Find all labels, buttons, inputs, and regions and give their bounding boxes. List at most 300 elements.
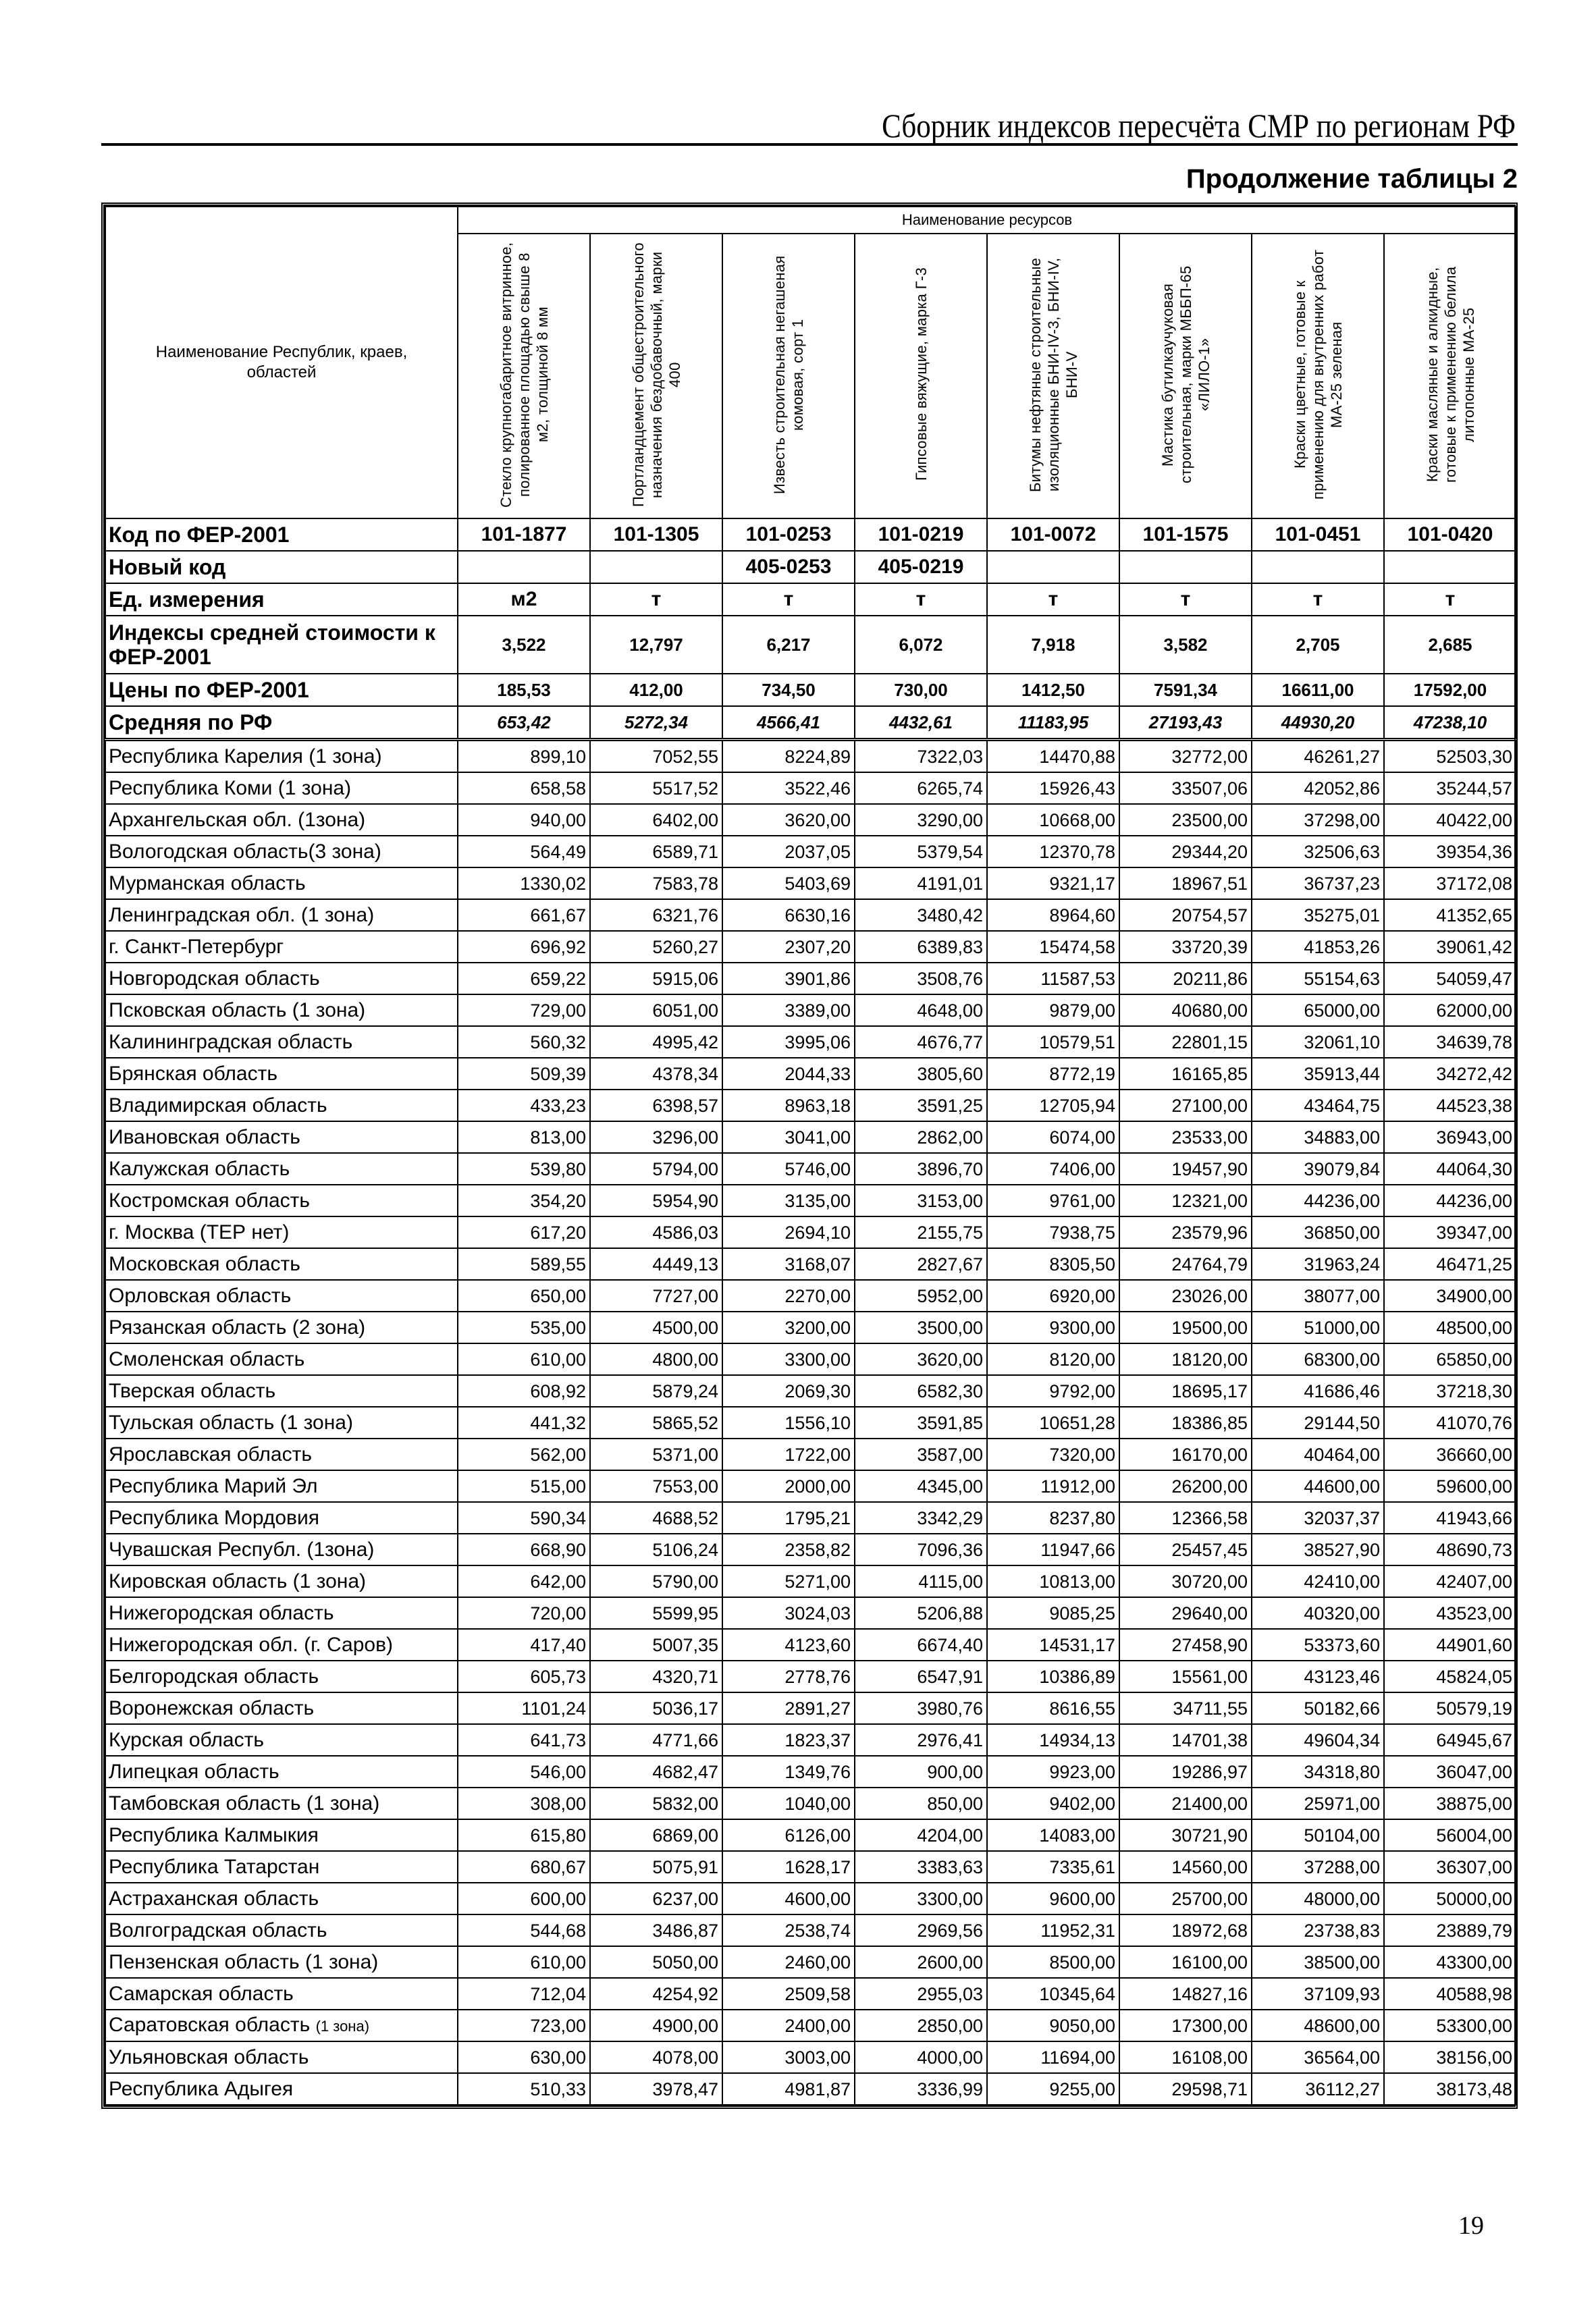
price-cell: 8772,19 [987,1058,1119,1090]
price-cell: 9761,00 [987,1185,1119,1216]
price-cell: 32772,00 [1119,740,1252,773]
price-cell: 6920,00 [987,1280,1119,1312]
price-cell: 48500,00 [1384,1312,1516,1343]
region-name-text: г. Санкт-Петербург [109,935,284,958]
price-cell: 59600,00 [1384,1470,1516,1502]
price-cell: 3024,03 [722,1597,855,1629]
price-cell: 42410,00 [1252,1565,1384,1597]
price-cell: 40588,98 [1384,1978,1516,2010]
price-cell: 18972,68 [1119,1914,1252,1946]
price-cell: 7322,03 [855,740,987,773]
price-cell: 2307,20 [722,931,855,963]
table-row [105,1470,1516,1502]
meta-cell [458,551,590,583]
price-cell: 64945,67 [1384,1724,1516,1756]
meta-cell: 44930,20 [1252,706,1384,740]
price-cell: 723,00 [458,2010,590,2041]
price-cell: 37172,08 [1384,867,1516,899]
price-cell: 6398,57 [590,1090,722,1121]
resource-column-header [1384,234,1516,518]
price-cell: 36737,23 [1252,867,1384,899]
price-cell: 6589,71 [590,836,722,867]
resource-column-header [458,234,590,518]
price-cell: 11912,00 [987,1470,1119,1502]
price-cell: 720,00 [458,1597,590,1629]
price-cell: 4078,00 [590,2041,722,2073]
price-cell: 53300,00 [1384,2010,1516,2041]
price-cell: 36047,00 [1384,1756,1516,1788]
price-cell: 3980,76 [855,1692,987,1724]
price-cell: 3901,86 [722,963,855,994]
region-name-text: Брянская область [109,1062,277,1085]
price-cell: 14827,16 [1119,1978,1252,2010]
price-cell: 44600,00 [1252,1470,1384,1502]
resource-column-header-text: Мастика бутилкаучуковая строительная, марки МББП-65 «ЛИЛО-1» [1159,265,1213,483]
price-cell: 608,92 [458,1375,590,1407]
price-cell: 41686,46 [1252,1375,1384,1407]
price-cell: 9255,00 [987,2073,1119,2105]
meta-row-label: Код по ФЕР-2001 [105,518,458,551]
price-cell: 34883,00 [1252,1121,1384,1153]
price-cell: 2037,05 [722,836,855,867]
price-cell: 4676,77 [855,1026,987,1058]
price-cell: 8616,55 [987,1692,1119,1724]
region-name [105,1153,458,1185]
price-cell: 4254,92 [590,1978,722,2010]
region-name-text: Нижегородская область [109,1601,334,1624]
region-name [105,804,458,836]
price-cell: 4115,00 [855,1565,987,1597]
price-cell: 12370,78 [987,836,1119,867]
price-cell: 23533,00 [1119,1121,1252,1153]
region-name [105,1407,458,1439]
price-cell: 3003,00 [722,2041,855,2073]
price-cell: 3389,00 [722,994,855,1026]
price-cell: 12321,00 [1119,1185,1252,1216]
table-row [105,1026,1516,1058]
region-name-text: Кировская область (1 зона) [109,1570,367,1592]
price-cell: 4995,42 [590,1026,722,1058]
region-name-text: Тульская область (1 зона) [109,1411,353,1434]
price-cell: 27100,00 [1119,1090,1252,1121]
price-cell: 46471,25 [1384,1248,1516,1280]
price-cell: 4586,03 [590,1216,722,1248]
price-cell: 15474,58 [987,931,1119,963]
price-cell: 5050,00 [590,1946,722,1978]
avg-cost-index-row [105,616,1516,674]
price-cell: 50000,00 [1384,1883,1516,1914]
price-cell: 3978,47 [590,2073,722,2105]
price-cell: 6547,91 [855,1661,987,1692]
price-cell: 38875,00 [1384,1788,1516,1819]
meta-row-label: Цены по ФЕР-2001 [105,674,458,706]
region-name-text: Ярославская область [109,1443,312,1466]
table-row [105,1597,1516,1629]
price-cell: 661,67 [458,899,590,931]
meta-cell: т [1384,583,1516,616]
price-cell: 940,00 [458,804,590,836]
price-cell: 39079,84 [1252,1153,1384,1185]
price-cell: 48690,73 [1384,1534,1516,1565]
price-cell: 2400,00 [722,2010,855,2041]
price-cell: 44236,00 [1252,1185,1384,1216]
price-cell: 1330,02 [458,867,590,899]
region-name [105,1724,458,1756]
table-row [105,1248,1516,1280]
price-cell: 16108,00 [1119,2041,1252,2073]
price-cell: 535,00 [458,1312,590,1343]
price-cell: 4000,00 [855,2041,987,2073]
price-cell: 9402,00 [987,1788,1119,1819]
price-cell: 2827,67 [855,1248,987,1280]
meta-cell: 412,00 [590,674,722,706]
table-row [105,804,1516,836]
price-cell: 1722,00 [722,1439,855,1470]
price-cell: 25700,00 [1119,1883,1252,1914]
price-cell: 19500,00 [1119,1312,1252,1343]
price-cell: 16165,85 [1119,1058,1252,1090]
price-cell: 32506,63 [1252,836,1384,867]
price-cell: 44236,00 [1384,1185,1516,1216]
price-cell: 23738,83 [1252,1914,1384,1946]
price-cell: 680,67 [458,1851,590,1883]
meta-row-label: Новый код [105,551,458,583]
price-cell: 7727,00 [590,1280,722,1312]
price-cell: 62000,00 [1384,994,1516,1026]
price-cell: 41070,76 [1384,1407,1516,1439]
price-cell: 4981,87 [722,2073,855,2105]
table-caption: Продолжение таблицы 2 [1186,164,1518,194]
price-cell: 8120,00 [987,1343,1119,1375]
price-cell: 34900,00 [1384,1280,1516,1312]
region-name [105,1851,458,1883]
price-cell: 605,73 [458,1661,590,1692]
price-cell: 34318,80 [1252,1756,1384,1788]
meta-cell: 16611,00 [1252,674,1384,706]
price-cell: 37288,00 [1252,1851,1384,1883]
price-cell: 3587,00 [855,1439,987,1470]
price-cell: 23579,96 [1119,1216,1252,1248]
table-row [105,836,1516,867]
price-cell: 50104,00 [1252,1819,1384,1851]
price-cell: 2976,41 [855,1724,987,1756]
price-cell: 615,80 [458,1819,590,1851]
region-zone-note: (1 зона) [315,2017,370,2035]
price-cell: 6237,00 [590,1883,722,1914]
price-cell: 7406,00 [987,1153,1119,1185]
price-cell: 3522,46 [722,772,855,804]
price-cell: 14083,00 [987,1819,1119,1851]
region-name-text: Владимирская область [109,1094,327,1117]
price-cell: 37218,30 [1384,1375,1516,1407]
region-name-text: Саратовская область [109,2013,311,2036]
meta-cell: 653,42 [458,706,590,740]
region-name-text: Калужская область [109,1157,290,1180]
price-cell: 29144,50 [1252,1407,1384,1439]
meta-cell: 27193,43 [1119,706,1252,740]
region-rows [105,740,1516,2106]
region-name-text: Мурманская область [109,872,306,894]
price-cell: 696,92 [458,931,590,963]
region-name-text: Тверская область [109,1379,276,1402]
table-row [105,1851,1516,1883]
meta-cell: 101-1575 [1119,518,1252,551]
fer-price-row [105,674,1516,706]
region-name-text: Республика Адыгея [109,2077,294,2100]
header-rule [101,143,1518,146]
price-cell: 9792,00 [987,1375,1119,1407]
price-cell: 4688,52 [590,1502,722,1534]
price-cell: 15561,00 [1119,1661,1252,1692]
resource-column-header [987,234,1119,518]
resource-column-header-text: Краски масляные и алкидные, готовые к применению белила литопонные МА-25 [1423,266,1477,483]
region-name-text: Пензенская область (1 зона) [109,1950,379,1973]
meta-cell: 101-1877 [458,518,590,551]
region-name [105,2073,458,2105]
price-cell: 712,04 [458,1978,590,2010]
price-cell: 8963,18 [722,1090,855,1121]
price-cell: 33507,06 [1119,772,1252,804]
price-cell: 33720,39 [1119,931,1252,963]
price-cell: 4800,00 [590,1343,722,1375]
region-name [105,1946,458,1978]
region-name [105,1470,458,1502]
price-cell: 16170,00 [1119,1439,1252,1470]
meta-cell: т [1252,583,1384,616]
price-cell: 2850,00 [855,2010,987,2041]
price-cell: 2460,00 [722,1946,855,1978]
price-cell: 48600,00 [1252,2010,1384,2041]
price-cell: 4320,71 [590,1661,722,1692]
price-cell: 4648,00 [855,994,987,1026]
price-cell: 560,32 [458,1026,590,1058]
price-cell: 3896,70 [855,1153,987,1185]
region-name-text: Республика Мордовия [109,1506,319,1529]
price-cell: 22801,15 [1119,1026,1252,1058]
meta-cell: 1412,50 [987,674,1119,706]
price-cell: 6389,83 [855,931,987,963]
price-cell: 539,80 [458,1153,590,1185]
price-index-table [105,206,1517,2106]
price-cell: 600,00 [458,1883,590,1914]
region-name-text: Смоленская область [109,1347,305,1370]
table-row [105,1692,1516,1724]
region-name-text: Чувашская Республ. (1зона) [109,1538,375,1561]
price-cell: 9085,25 [987,1597,1119,1629]
new-code-row [105,551,1516,583]
price-cell: 37298,00 [1252,804,1384,836]
region-name [105,963,458,994]
price-cell: 4204,00 [855,1819,987,1851]
region-name-text: Республика Карелия (1 зона) [109,745,382,768]
price-cell: 4900,00 [590,2010,722,2041]
region-name [105,867,458,899]
price-cell: 23889,79 [1384,1914,1516,1946]
region-name-text: Тамбовская область (1 зона) [109,1792,380,1815]
price-cell: 25457,45 [1119,1534,1252,1565]
price-cell: 610,00 [458,1343,590,1375]
price-cell: 433,23 [458,1090,590,1121]
price-cell: 3336,99 [855,2073,987,2105]
meta-cell: 4566,41 [722,706,855,740]
resource-column-header [590,234,722,518]
price-cell: 18967,51 [1119,867,1252,899]
price-cell: 813,00 [458,1121,590,1153]
price-cell: 36850,00 [1252,1216,1384,1248]
meta-cell: 101-0253 [722,518,855,551]
price-cell: 2862,00 [855,1121,987,1153]
table-row [105,2041,1516,2073]
price-cell: 34711,55 [1119,1692,1252,1724]
price-cell: 1040,00 [722,1788,855,1819]
price-cell: 43300,00 [1384,1946,1516,1978]
price-cell: 15926,43 [987,772,1119,804]
price-cell: 50579,19 [1384,1692,1516,1724]
meta-cell: 3,582 [1119,616,1252,674]
price-cell: 5379,54 [855,836,987,867]
price-cell: 20754,57 [1119,899,1252,931]
table-row [105,1153,1516,1185]
resource-column-header-text: Краски цветные, готовые к применению для внутренних работ МА-25 зеленая [1291,249,1345,500]
price-cell: 34272,42 [1384,1058,1516,1090]
meta-cell: 6,217 [722,616,855,674]
price-cell: 641,73 [458,1724,590,1756]
region-name-text: Ульяновская область [109,2045,309,2068]
price-index-table-container [101,203,1518,2109]
table-row [105,2073,1516,2105]
region-name [105,931,458,963]
price-cell: 12366,58 [1119,1502,1252,1534]
region-name-text: Новгородская область [109,967,320,990]
meta-rows [105,518,1516,740]
meta-cell [1384,551,1516,583]
price-cell: 23026,00 [1119,1280,1252,1312]
price-cell: 5794,00 [590,1153,722,1185]
price-cell: 642,00 [458,1565,590,1597]
meta-cell: т [1119,583,1252,616]
region-name-text: Орловская область [109,1284,292,1307]
price-cell: 3200,00 [722,1312,855,1343]
price-cell: 51000,00 [1252,1312,1384,1343]
region-name [105,1978,458,2010]
table-row [105,1312,1516,1343]
price-cell: 5403,69 [722,867,855,899]
price-cell: 562,00 [458,1439,590,1470]
price-cell: 509,39 [458,1058,590,1090]
price-cell: 2000,00 [722,1470,855,1502]
table-row [105,1375,1516,1407]
region-name-text: Ивановская область [109,1125,300,1148]
price-cell: 8237,80 [987,1502,1119,1534]
price-cell: 11947,66 [987,1534,1119,1565]
price-cell: 1556,10 [722,1407,855,1439]
price-cell: 44523,38 [1384,1090,1516,1121]
price-cell: 6402,00 [590,804,722,836]
price-cell: 10345,64 [987,1978,1119,2010]
price-cell: 41352,65 [1384,899,1516,931]
price-cell: 18386,85 [1119,1407,1252,1439]
table-row [105,1914,1516,1946]
price-cell: 8964,60 [987,899,1119,931]
region-name [105,1502,458,1534]
region-name [105,899,458,931]
region-name-text: Вологодская область(3 зона) [109,840,381,863]
table-row [105,867,1516,899]
price-cell: 6674,40 [855,1629,987,1661]
meta-cell: 2,705 [1252,616,1384,674]
region-name [105,1439,458,1470]
price-cell: 36943,00 [1384,1121,1516,1153]
price-cell: 900,00 [855,1756,987,1788]
price-cell: 308,00 [458,1788,590,1819]
price-cell: 35913,44 [1252,1058,1384,1090]
price-cell: 30720,00 [1119,1565,1252,1597]
price-cell: 9300,00 [987,1312,1119,1343]
table-row [105,1978,1516,2010]
price-cell: 6321,76 [590,899,722,931]
meta-cell [1119,551,1252,583]
region-name-text: Калининградская область [109,1030,353,1053]
region-name [105,1819,458,1851]
meta-cell: 5272,34 [590,706,722,740]
rf-average-row [105,706,1516,740]
price-cell: 6051,00 [590,994,722,1026]
region-name [105,1597,458,1629]
price-cell: 11694,00 [987,2041,1119,2073]
price-cell: 5790,00 [590,1565,722,1597]
price-cell: 41943,66 [1384,1502,1516,1534]
price-cell: 7583,78 [590,867,722,899]
table-row [105,1788,1516,1819]
meta-cell: 2,685 [1384,616,1516,674]
meta-cell: т [722,583,855,616]
price-cell: 65850,00 [1384,1343,1516,1375]
price-cell: 546,00 [458,1756,590,1788]
price-cell: 5206,88 [855,1597,987,1629]
price-cell: 18120,00 [1119,1343,1252,1375]
price-cell: 6630,16 [722,899,855,931]
price-cell: 55154,63 [1252,963,1384,994]
price-cell: 35275,01 [1252,899,1384,931]
table-row [105,1534,1516,1565]
price-cell: 11952,31 [987,1914,1119,1946]
price-cell: 5371,00 [590,1439,722,1470]
price-cell: 18695,17 [1119,1375,1252,1407]
price-cell: 10386,89 [987,1661,1119,1692]
table-row [105,899,1516,931]
price-cell: 14934,13 [987,1724,1119,1756]
table-row [105,2010,1516,2041]
price-cell: 8500,00 [987,1946,1119,1978]
price-cell: 9600,00 [987,1883,1119,1914]
price-cell: 7335,61 [987,1851,1119,1883]
price-cell: 9050,00 [987,2010,1119,2041]
region-name [105,1343,458,1375]
region-name-text: Волгоградская область [109,1919,327,1941]
price-cell: 68300,00 [1252,1343,1384,1375]
price-cell: 14531,17 [987,1629,1119,1661]
region-name-text: Костромская область [109,1189,311,1212]
price-cell: 1101,24 [458,1692,590,1724]
price-cell: 441,32 [458,1407,590,1439]
region-name-text: Ленинградская обл. (1 зона) [109,903,375,926]
price-cell: 43523,00 [1384,1597,1516,1629]
price-cell: 2600,00 [855,1946,987,1978]
meta-cell: 101-0072 [987,518,1119,551]
region-name [105,1248,458,1280]
price-cell: 8305,50 [987,1248,1119,1280]
table-row [105,772,1516,804]
